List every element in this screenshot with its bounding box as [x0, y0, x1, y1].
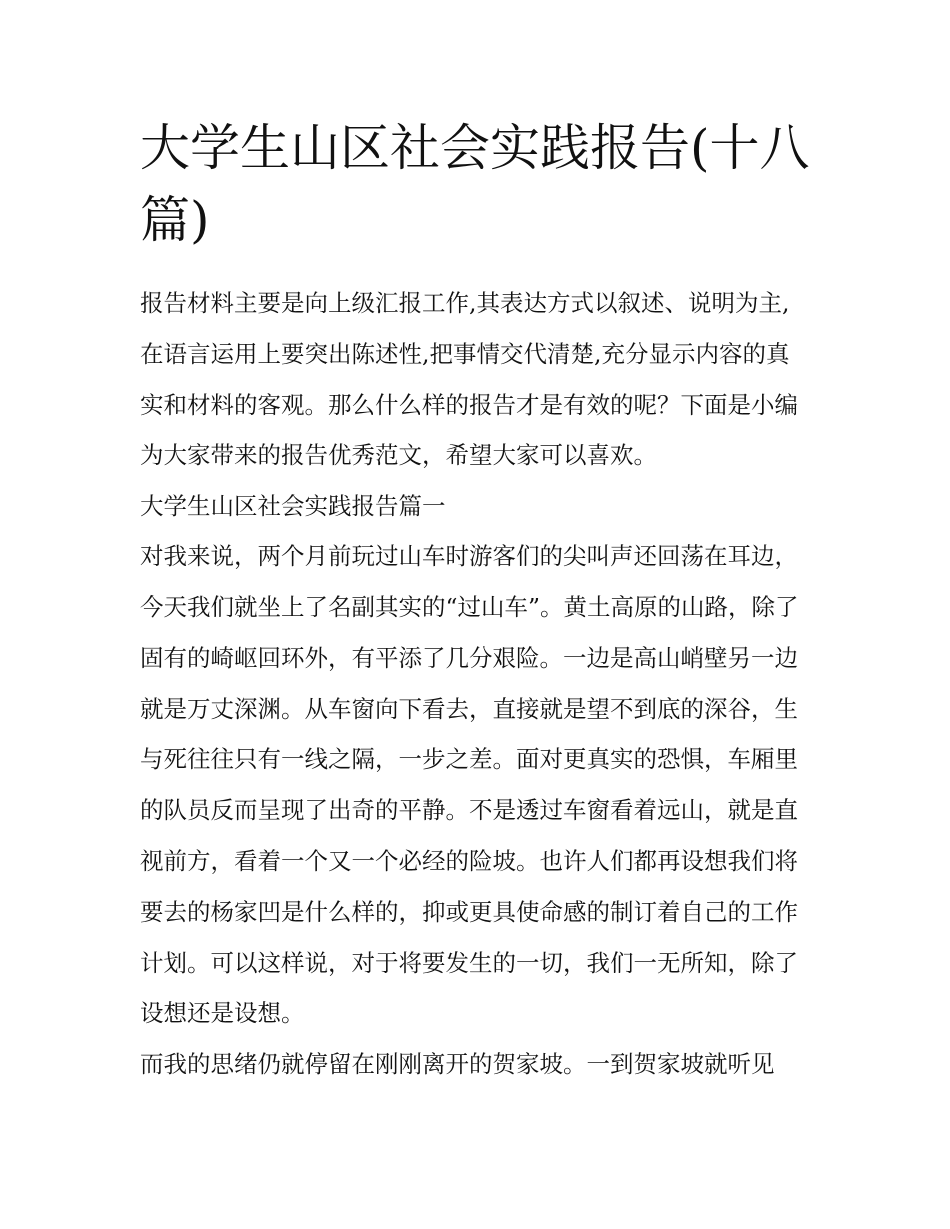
section-heading: 大学生山区社会实践报告篇一 — [140, 492, 446, 521]
body-paragraph: 而我的思绪仍就停留在刚刚离开的贺家坡。一到贺家坡就听见 — [140, 1050, 775, 1079]
intro-paragraph: 报告材料主要是向上级汇报工作,其表达方式以叙述、说明为主,在语言运用上要突出陈述性,把事情交代清楚,充分显示内容的真实和材料的客观。那么什么样的报告才是有效的呢？下面是小编为大家带来的报告优秀范文，希望大家可以喜欢。 — [140, 289, 798, 470]
body-paragraph: 对我来说，两个月前玩过山车时游客们的尖叫声还回荡在耳边，今天我们就坐上了名副其实的“过山车”。黄土高原的山路，除了固有的崎岖回环外，有平添了几分艰险。一边是高山峭壁另一边就是万丈深渊。从车窗向下看去，直接就是望不到底的深谷，生与死往往只有一线之隔，一步之差。面对更真实的恐惧，车厢里的队员反而呈现了出奇的平静。不是透过车窗看着远山，就是直视前方，看着一个又一个必经的险坡。也许人们都再设想我们将要去的杨家凹是什么样的，抑或更具使命感的制订着自己的工作计划。可以这样说，对于将要发生的一切，我们一无所知，除了设想还是设想。 — [140, 542, 799, 1028]
document-body — [140, 278, 812, 1090]
document-title: 大学生山区社会实践报告(十八篇) — [140, 119, 810, 249]
